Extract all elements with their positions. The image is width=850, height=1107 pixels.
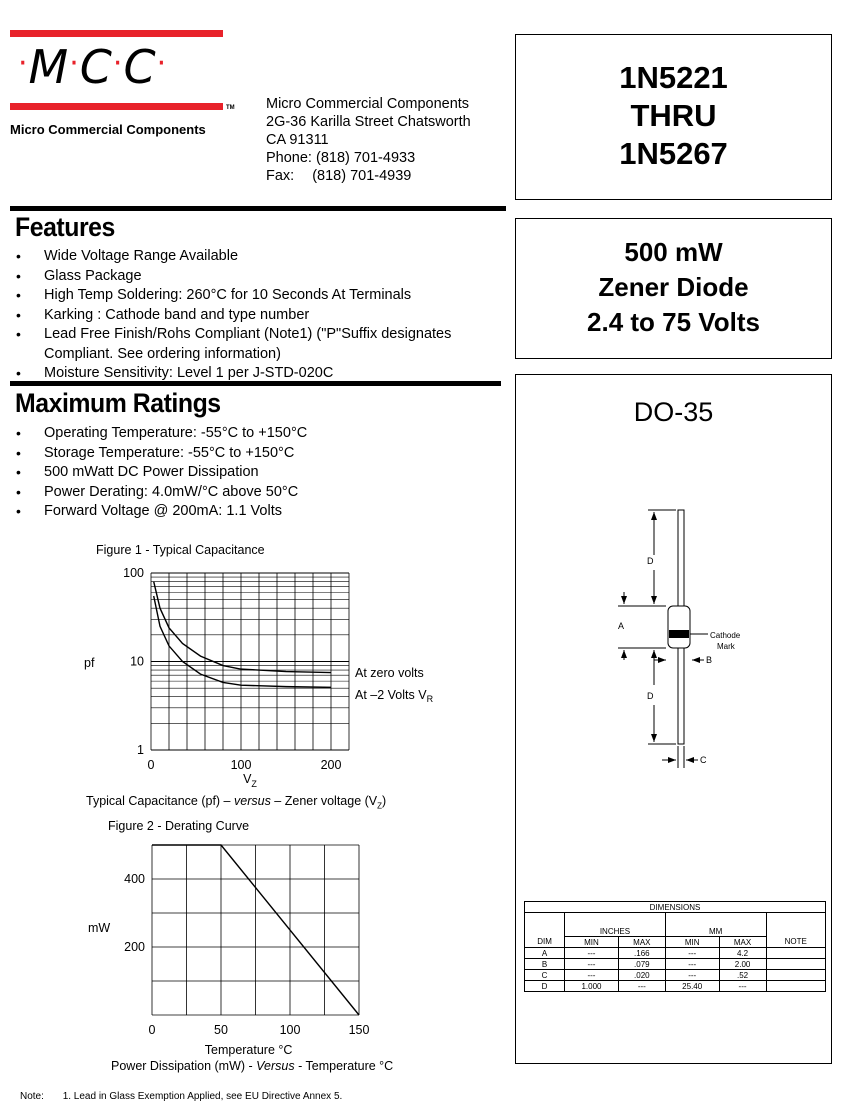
table-header-cell: NOTE [766, 937, 825, 948]
capacitance-chart [70, 565, 470, 787]
figure2-caption: Power Dissipation (mW) - Versus - Temperature °C [111, 1059, 394, 1073]
table-cell: 2.00 [719, 959, 766, 970]
dim-label-a: A [618, 621, 625, 631]
x-axis-label-sub: Z [251, 779, 257, 787]
table-cell [766, 959, 825, 970]
list-item: • Power Derating: 4.0mW/°C above 50°C [16, 483, 307, 503]
features-list [16, 247, 486, 384]
x-axis-label: Temperature °C [204, 1043, 293, 1057]
y-tick-label: 10 [130, 654, 144, 669]
part-number-line2: THRU [630, 98, 717, 133]
table-cell: 25.40 [665, 981, 719, 992]
dimensions-header-row [525, 937, 826, 948]
footnote [20, 1091, 342, 1102]
part-number-line1: 1N5221 [619, 60, 728, 95]
table-cell: --- [719, 981, 766, 992]
x-tick-label: 0 [148, 1023, 156, 1037]
table-cell: --- [618, 981, 665, 992]
max-ratings-heading: Maximum Ratings [15, 388, 221, 418]
x-tick-label: 100 [230, 758, 252, 772]
address-street: 2G-36 Karilla Street Chatsworth [266, 114, 471, 130]
table-header-cell: MIN [565, 937, 619, 948]
figure1-caption: Typical Capacitance (pf) – versus – Zener voltage $(V_Z)$ [86, 794, 387, 811]
table-header-cell: DIM [525, 937, 565, 948]
y-tick-label: 400 [124, 872, 145, 886]
table-cell: 4.2 [719, 948, 766, 959]
dim-label-b: B [706, 655, 713, 665]
dim-label-c: C [700, 755, 707, 765]
table-row [525, 948, 826, 959]
list-item: • Operating Temperature: -55°C to +150°C [16, 424, 307, 444]
x-tick-label: 50 [214, 1023, 228, 1037]
address-phone: Phone: (818) 701-4933 [266, 150, 416, 166]
trademark-mark: TM [226, 105, 235, 111]
x-tick-label: 200 [320, 758, 342, 772]
y-axis-label: mW [88, 921, 111, 935]
logo-bottom-bar [10, 103, 223, 110]
x-tick-label: 150 [348, 1023, 370, 1037]
legend-label-2: At –2 Volts $V_R$ [355, 688, 434, 704]
table-cell: A [525, 948, 565, 959]
derating-chart [70, 835, 400, 1060]
table-cell: B [525, 959, 565, 970]
table-cell [766, 981, 825, 992]
table-row [525, 959, 826, 970]
y-tick-label: 100 [123, 566, 144, 580]
table-cell: --- [665, 959, 719, 970]
voltage-range: 2.4 to 75 Volts [587, 307, 760, 337]
table-cell [766, 948, 825, 959]
chart-grid [151, 573, 349, 750]
list-item: • Forward Voltage @ 200mA: 1.1 Volts [16, 502, 307, 522]
list-item: • Lead Free Finish/Rohs Compliant (Note1) ("P"Suffix designates Compliant. See ordering information) [16, 325, 486, 364]
table-cell: .079 [618, 959, 665, 970]
table-row [525, 981, 826, 992]
address-company: Micro Commercial Components [266, 96, 470, 112]
table-cell: --- [565, 970, 619, 981]
features-heading: Features [15, 212, 115, 242]
dim-label-d-top: D [647, 556, 654, 566]
list-item: • 500 mWatt DC Power Dissipation [16, 463, 307, 483]
table-cell: .020 [618, 970, 665, 981]
figure2-title: Figure 2 - Derating Curve [108, 819, 250, 833]
x-tick-label: 100 [279, 1023, 301, 1037]
x-tick-label: 0 [147, 758, 155, 772]
device-type: Zener Diode [598, 272, 749, 302]
logo: ·M·C·C· [18, 40, 168, 94]
list-item: • Moisture Sensitivity: Level 1 per J-STD-020C [16, 364, 486, 384]
table-cell: D [525, 981, 565, 992]
list-item: • Karking : Cathode band and type number [16, 306, 486, 326]
dim-label-d-bottom: D [647, 691, 654, 701]
table-cell: --- [665, 948, 719, 959]
table-header-cell: MAX [618, 937, 665, 948]
legend-label-1: At zero volts [355, 666, 424, 680]
max-ratings-divider [10, 381, 501, 386]
dim-group-inches: INCHES [565, 913, 666, 937]
address-fax: Fax: (818) 701-4939 [266, 168, 412, 184]
power-rating: 500 mW [624, 237, 723, 267]
table-cell: --- [565, 948, 619, 959]
y-tick-label: 1 [137, 743, 144, 757]
legend-label-2-sub: R [426, 694, 434, 704]
footnote-label: Note: [20, 1091, 44, 1102]
cathode-band [669, 630, 689, 638]
package-label: DO-35 [633, 397, 714, 427]
dim-group-mm: MM [665, 913, 766, 937]
dimensions-table [524, 901, 826, 992]
footnote-text: 1. Lead in Glass Exemption Applied, see EU Directive Annex 5. [62, 1091, 343, 1102]
figure1-title: Figure 1 - Typical Capacitance [96, 543, 265, 557]
logo-company-name: Micro Commercial Components [10, 122, 206, 137]
part-number-line3: 1N5267 [619, 136, 728, 171]
list-item: • Wide Voltage Range Available [16, 247, 486, 267]
dimensions-title: DIMENSIONS [525, 902, 826, 913]
cathode-label-1: Cathode [710, 631, 741, 640]
features-divider [10, 206, 506, 211]
list-item: • Glass Package [16, 267, 486, 287]
list-item: • Storage Temperature: -55°C to +150°C [16, 444, 307, 464]
table-cell [766, 970, 825, 981]
table-cell: C [525, 970, 565, 981]
diode-outline-drawing [600, 500, 760, 775]
table-cell: .166 [618, 948, 665, 959]
table-cell: --- [665, 970, 719, 981]
chart-grid [152, 845, 359, 1015]
product-description-box [515, 218, 832, 359]
table-cell: --- [565, 959, 619, 970]
table-cell: 1.000 [565, 981, 619, 992]
logo-top-bar [10, 30, 223, 37]
list-item: • High Temp Soldering: 260°C for 10 Seconds At Terminals [16, 286, 486, 306]
y-axis-label: pf [84, 656, 95, 670]
company-address [266, 95, 471, 185]
address-city: CA 91311 [266, 132, 329, 148]
cathode-label-2: Mark [717, 642, 735, 651]
table-header-cell: MIN [665, 937, 719, 948]
table-row [525, 970, 826, 981]
table-cell: .52 [719, 970, 766, 981]
y-tick-label: 200 [124, 940, 145, 954]
x-axis-label: $V_Z$ [243, 772, 257, 787]
table-header-cell: MAX [719, 937, 766, 948]
max-ratings-list [16, 424, 307, 522]
part-number-box [515, 34, 832, 200]
